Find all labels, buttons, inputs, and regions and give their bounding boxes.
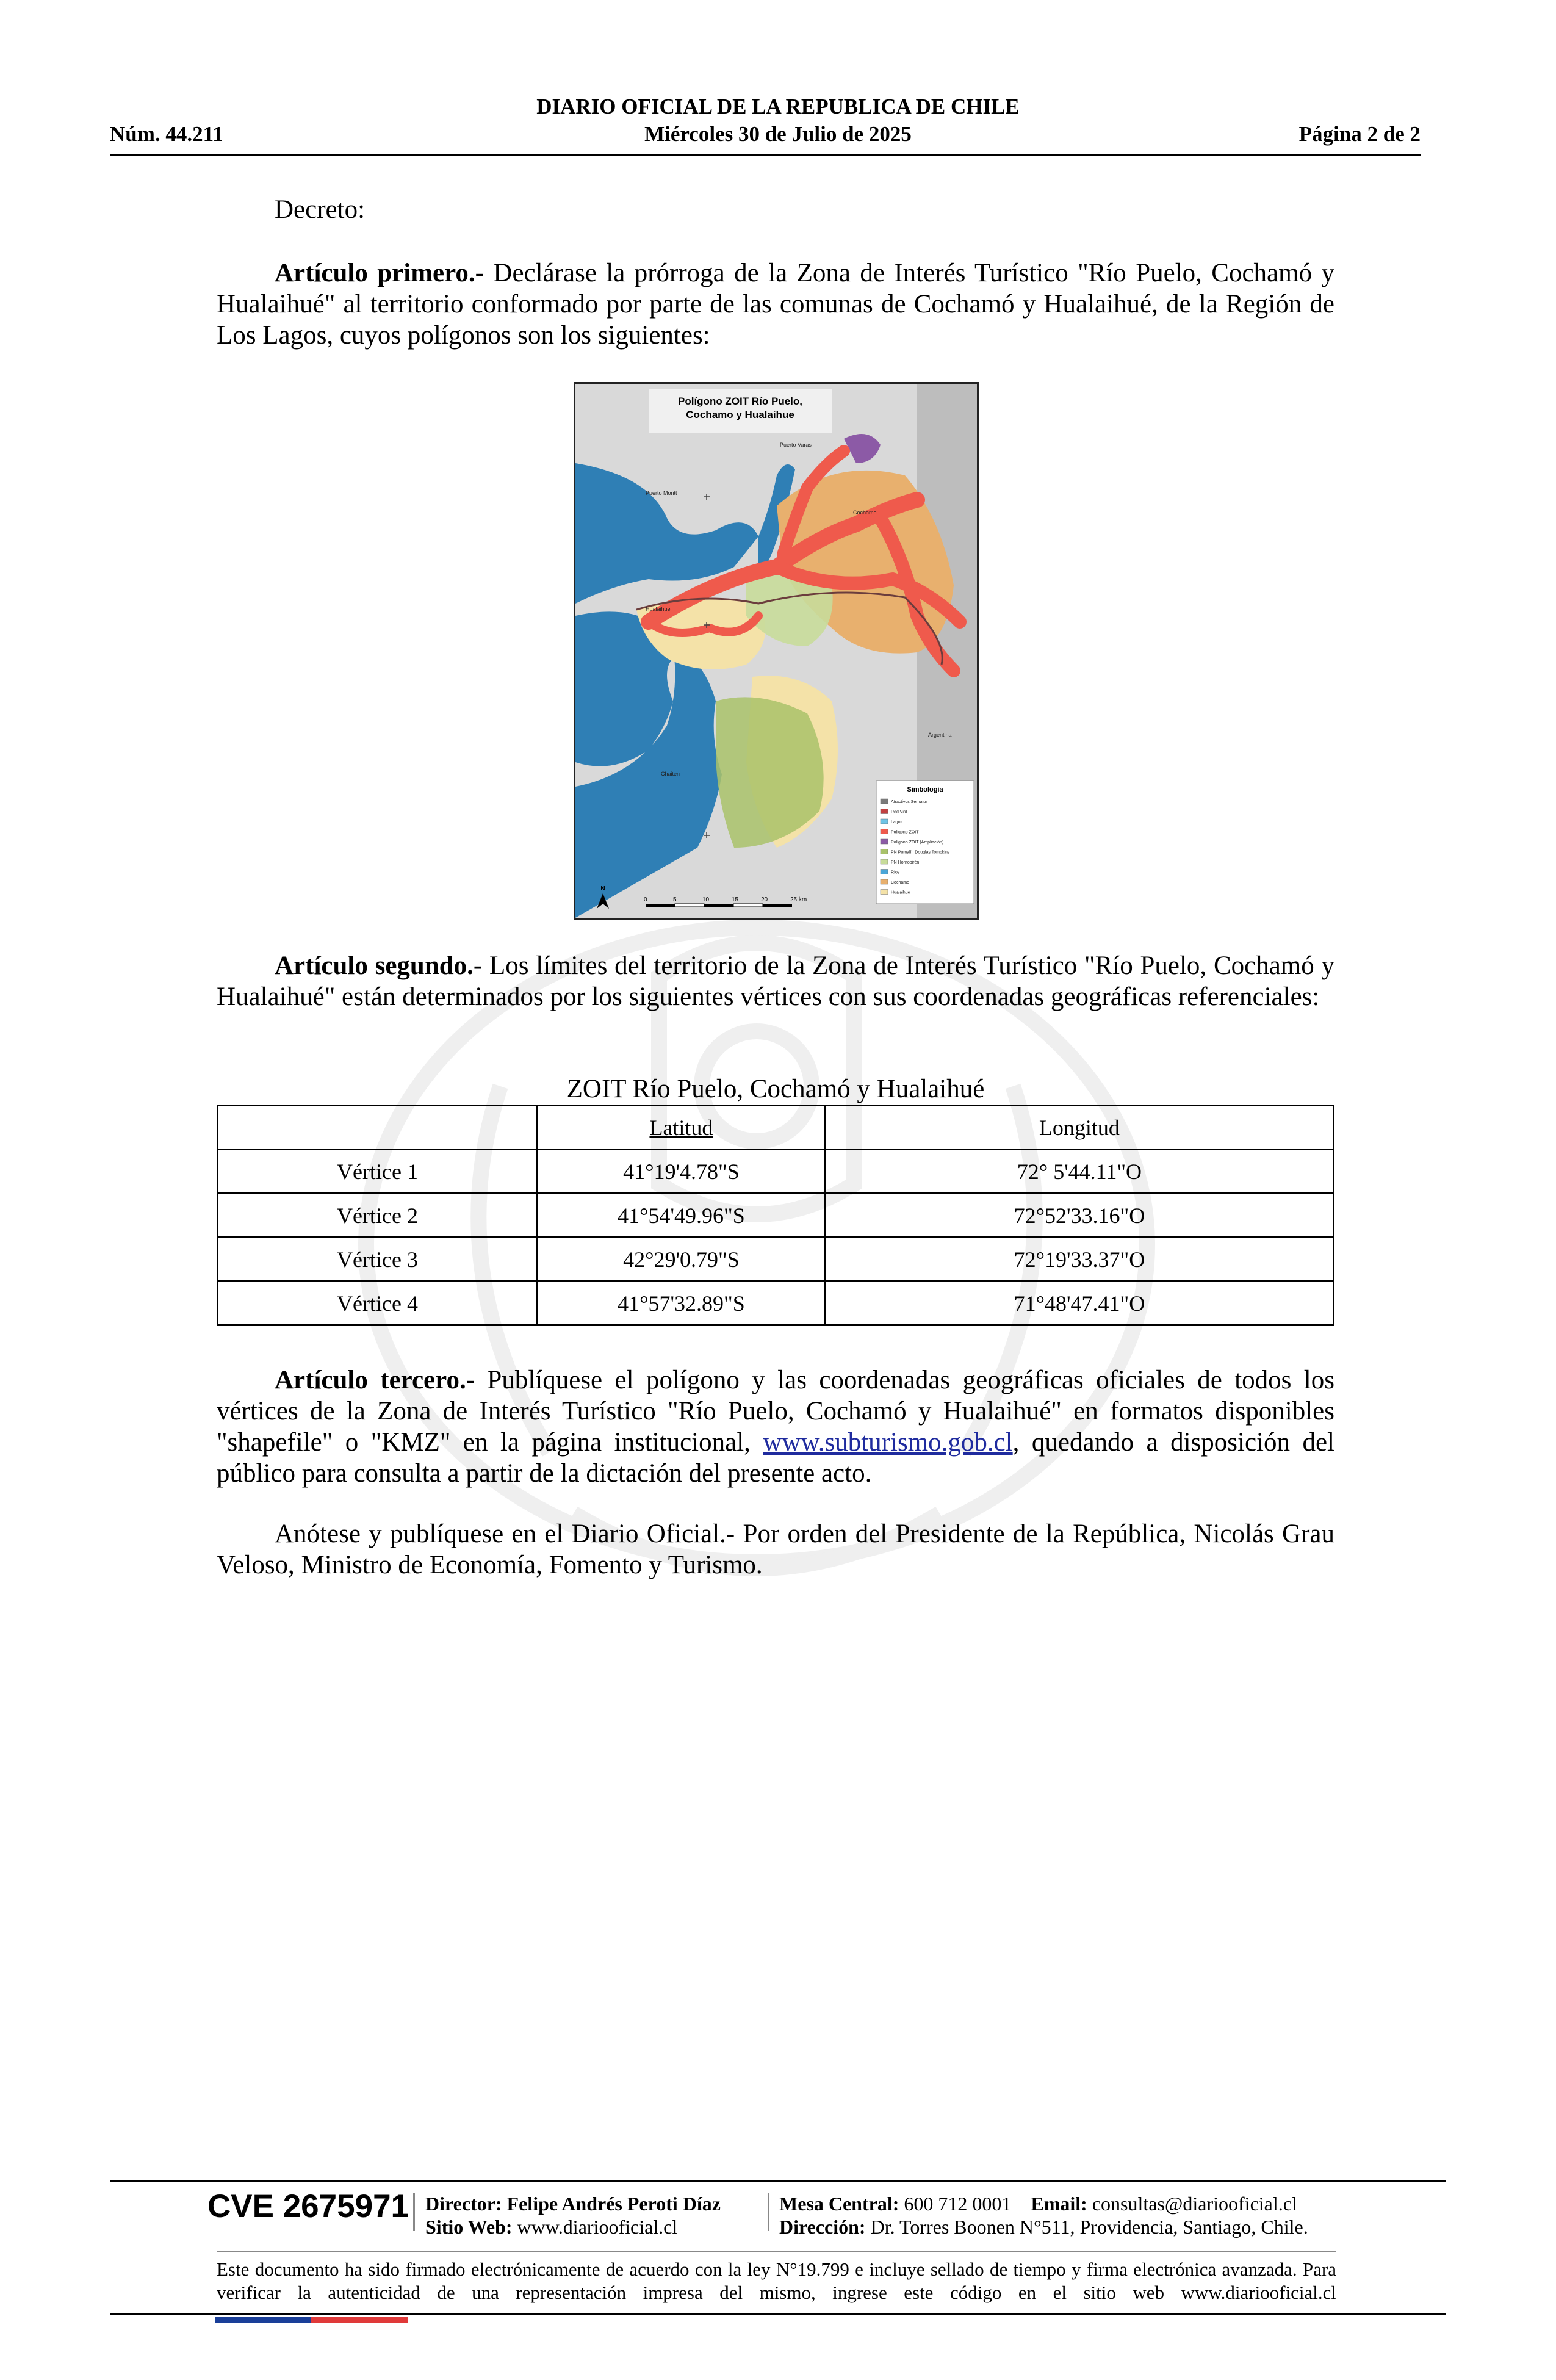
articulo-primero-text: Declárase la prórroga de la Zona de Interés Turístico "Río Puelo, Cochamó y Hualaihué" al territorio conformado por parte de las comunas de Cochamó y Hualaihué, de la Región de Los Lagos, cuyos polígonos son los siguientes: bbox=[217, 259, 1334, 350]
flag-stripe-red bbox=[311, 2317, 408, 2323]
table-row bbox=[218, 1238, 1334, 1282]
footer-address-line bbox=[779, 2215, 1308, 2238]
footer-rule-top bbox=[110, 2180, 1446, 2182]
legend-label: Red Vial bbox=[891, 810, 907, 815]
legend-swatch bbox=[881, 829, 888, 834]
legend-label: Cochamo bbox=[891, 881, 909, 885]
mesa-value: 600 712 0001 bbox=[904, 2193, 1012, 2215]
legend-swatch bbox=[881, 890, 888, 895]
legend-label: Polígono ZOIT bbox=[891, 830, 919, 835]
table-header-empty bbox=[218, 1106, 538, 1150]
footer-web-line bbox=[425, 2215, 721, 2238]
director-label: Director: bbox=[425, 2193, 502, 2215]
footer-separator bbox=[768, 2193, 769, 2231]
table-cell-longitude: 72°19'33.37"O bbox=[825, 1238, 1333, 1282]
map-legend bbox=[876, 781, 974, 904]
table-caption: ZOIT Río Puelo, Cochamó y Hualaihué bbox=[566, 1075, 985, 1103]
page-indicator: Página 2 de 2 bbox=[1298, 122, 1421, 146]
articulo-tercero bbox=[217, 1365, 1334, 1489]
header-rule bbox=[110, 154, 1421, 156]
scale-label: 25 km bbox=[790, 896, 807, 903]
footer-separator bbox=[413, 2193, 415, 2231]
footer-rule-bottom bbox=[110, 2313, 1446, 2315]
map-legend-title: Simbología bbox=[907, 786, 943, 793]
legend-label: Polígono ZOIT (Ampliación) bbox=[891, 840, 944, 845]
legend-swatch bbox=[881, 819, 888, 824]
table-cell-latitude: 41°54'49.96"S bbox=[538, 1194, 826, 1238]
scale-label: 0 bbox=[644, 896, 647, 903]
table-row bbox=[218, 1194, 1334, 1238]
web-value[interactable]: www.diariooficial.cl bbox=[517, 2216, 678, 2238]
legend-label: PN Hornopirén bbox=[891, 860, 920, 865]
cve-code: CVE 2675971 bbox=[207, 2188, 409, 2224]
mesa-label: Mesa Central: bbox=[779, 2193, 899, 2215]
map-label-puerto-varas: Puerto Varas bbox=[780, 442, 812, 448]
articulo-tercero-heading: Artículo tercero.- bbox=[275, 1366, 475, 1394]
map-label-puerto-montt: Puerto Montt bbox=[646, 490, 677, 496]
footer-director-line bbox=[425, 2192, 721, 2215]
articulo-primero bbox=[217, 258, 1334, 351]
scale-label: 5 bbox=[673, 896, 677, 903]
legend-swatch bbox=[881, 849, 888, 854]
table-cell-latitude: 41°57'32.89"S bbox=[538, 1282, 826, 1325]
address-value: Dr. Torres Boonen N°511, Providencia, Santiago, Chile. bbox=[870, 2216, 1308, 2238]
flag-stripe-blue bbox=[215, 2317, 311, 2323]
articulo-primero-heading: Artículo primero.- bbox=[275, 259, 484, 287]
table-header-row bbox=[218, 1106, 1334, 1150]
north-label: N bbox=[600, 885, 605, 892]
articulo-segundo-text: Los límites del territorio de la Zona de Interés Turístico "Río Puelo, Cochamó y Hualaihué" están determinados por los siguientes vértices con sus coordenadas geográficas referenciales: bbox=[217, 951, 1335, 1011]
zoit-map bbox=[574, 382, 979, 920]
footer-mesa-line bbox=[779, 2192, 1308, 2215]
legend-swatch bbox=[881, 839, 888, 844]
map-label-cochamo: Cochamo bbox=[853, 510, 877, 516]
director-name: Felipe Andrés Peroti Díaz bbox=[506, 2193, 721, 2215]
legend-swatch bbox=[881, 859, 888, 864]
legend-label: Lagos bbox=[891, 820, 903, 824]
issue-number: Núm. 44.211 bbox=[110, 122, 223, 146]
table-cell-vertex: Vértice 3 bbox=[218, 1238, 538, 1282]
table-cell-vertex: Vértice 1 bbox=[218, 1150, 538, 1194]
issue-date: Miércoles 30 de Julio de 2025 bbox=[644, 122, 912, 146]
legend-label: Ríos bbox=[891, 870, 900, 875]
scale-label: 15 bbox=[732, 896, 739, 903]
decreto-label bbox=[217, 194, 1334, 225]
newspaper-title: DIARIO OFICIAL DE LA REPUBLICA DE CHILE bbox=[536, 95, 1020, 118]
email-value[interactable]: consultas@diariooficial.cl bbox=[1092, 2193, 1297, 2215]
footer-verification-note: Este documento ha sido firmado electrónicamente de acuerdo con la ley N°19.799 e incluye sellado de tiempo y firma electrónica avanzada. Para verificar la autenticidad de una representación impresa del mismo, ingrese este código en el sitio web www.diariooficial.cl bbox=[217, 2259, 1336, 2303]
articulo-tercero-text-end: , quedando a disposición del público para consulta a partir de la dictación del presente acto. bbox=[217, 1428, 1334, 1488]
map-label-hualaihue: Hualaihue bbox=[646, 606, 671, 612]
web-label: Sitio Web: bbox=[425, 2216, 513, 2238]
articulo-segundo-heading: Artículo segundo.- bbox=[275, 951, 483, 980]
scale-label: 20 bbox=[761, 896, 768, 903]
vertices-table bbox=[217, 1105, 1334, 1326]
legend-label: Hualaihue bbox=[891, 890, 910, 895]
table-cell-longitude: 72° 5'44.11"O bbox=[825, 1150, 1333, 1194]
table-cell-latitude: 42°29'0.79"S bbox=[538, 1238, 826, 1282]
map-label-argentina: Argentina bbox=[928, 732, 952, 738]
legend-swatch bbox=[881, 799, 888, 804]
map-title-line1: Polígono ZOIT Río Puelo, bbox=[678, 395, 802, 407]
table-cell-longitude: 71°48'47.41"O bbox=[825, 1282, 1333, 1325]
address-label: Dirección: bbox=[779, 2216, 866, 2238]
table-row bbox=[218, 1150, 1334, 1194]
map-title-line2: Cochamo y Hualaihue bbox=[686, 409, 794, 420]
articulo-segundo bbox=[217, 950, 1334, 1012]
closing-paragraph: Anótese y publíquese en el Diario Oficial.- Por orden del Presidente de la República, Nicolás Grau Veloso, Ministro de Economía, Fomento y Turismo. bbox=[217, 1520, 1334, 1579]
legend-swatch bbox=[881, 870, 888, 874]
table-cell-vertex: Vértice 2 bbox=[218, 1194, 538, 1238]
table-header-latitud: Latitud bbox=[538, 1106, 826, 1150]
articulo-tercero-text: Publíquese el polígono y las coordenadas geográficas oficiales de todos los vértices de la Zona de Interés Turístico "Río Puelo, Cochamó y Hualaihué" en formatos disponibles "shapefile" o "KMZ" en la página institucional, bbox=[217, 1366, 1334, 1457]
map-label-chaiten: Chaiten bbox=[661, 771, 680, 777]
footer-contact-block bbox=[779, 2192, 1308, 2238]
decreto-text: Decreto: bbox=[275, 195, 366, 224]
zoit-map-svg bbox=[575, 384, 977, 918]
subturismo-link[interactable]: www.subturismo.gob.cl bbox=[763, 1428, 1013, 1457]
table-cell-longitude: 72°52'33.16"O bbox=[825, 1194, 1333, 1238]
legend-label: PN Pumalín Douglas Tompkins bbox=[891, 850, 950, 855]
legend-swatch bbox=[881, 879, 888, 884]
table-row bbox=[218, 1282, 1334, 1325]
email-label: Email: bbox=[1031, 2193, 1087, 2215]
table-cell-vertex: Vértice 4 bbox=[218, 1282, 538, 1325]
footer-rule-mid bbox=[217, 2251, 1336, 2252]
legend-swatch bbox=[881, 809, 888, 814]
footer-director-block bbox=[425, 2192, 721, 2238]
table-cell-latitude: 41°19'4.78"S bbox=[538, 1150, 826, 1194]
table-header-longitud: Longitud bbox=[825, 1106, 1333, 1150]
legend-label: Atractivos Sernatur bbox=[891, 800, 927, 804]
scale-label: 10 bbox=[702, 896, 710, 903]
